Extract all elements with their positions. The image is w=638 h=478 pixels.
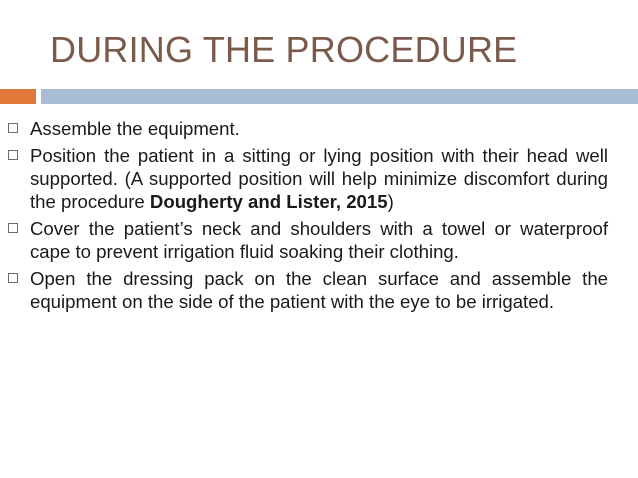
bullet-text: Cover the patient’s neck and shoulders with a towel or waterproof cape to prevent irrigation fluid soaking their clothing. bbox=[30, 218, 608, 262]
bullet-text bbox=[30, 145, 608, 212]
bullet-text: Open the dressing pack on the clean surface and assemble the equipment on the side of the patient with the eye to be irrigated. bbox=[30, 268, 608, 312]
citation-bold: Dougherty and Lister, 2015 bbox=[149, 191, 388, 212]
square-bullet-icon bbox=[8, 150, 18, 160]
list-item bbox=[8, 144, 608, 213]
bullet-list bbox=[8, 117, 608, 317]
bullet-text-main: Position the patient in a sitting or lying position with their head well supported. (A supported position will help minimize discomfort during the procedure bbox=[30, 145, 608, 212]
slide-title: DURING THE PROCEDURE bbox=[50, 29, 518, 70]
accent-bar bbox=[0, 89, 36, 104]
list-item bbox=[8, 217, 608, 263]
bullet-text: Assemble the equipment. bbox=[30, 118, 240, 139]
square-bullet-icon bbox=[8, 273, 18, 283]
square-bullet-icon bbox=[8, 223, 18, 233]
title-underline-bar bbox=[41, 89, 638, 104]
list-item bbox=[8, 117, 608, 140]
square-bullet-icon bbox=[8, 123, 18, 133]
bullet-text-after: ) bbox=[387, 191, 394, 212]
list-item bbox=[8, 267, 608, 313]
